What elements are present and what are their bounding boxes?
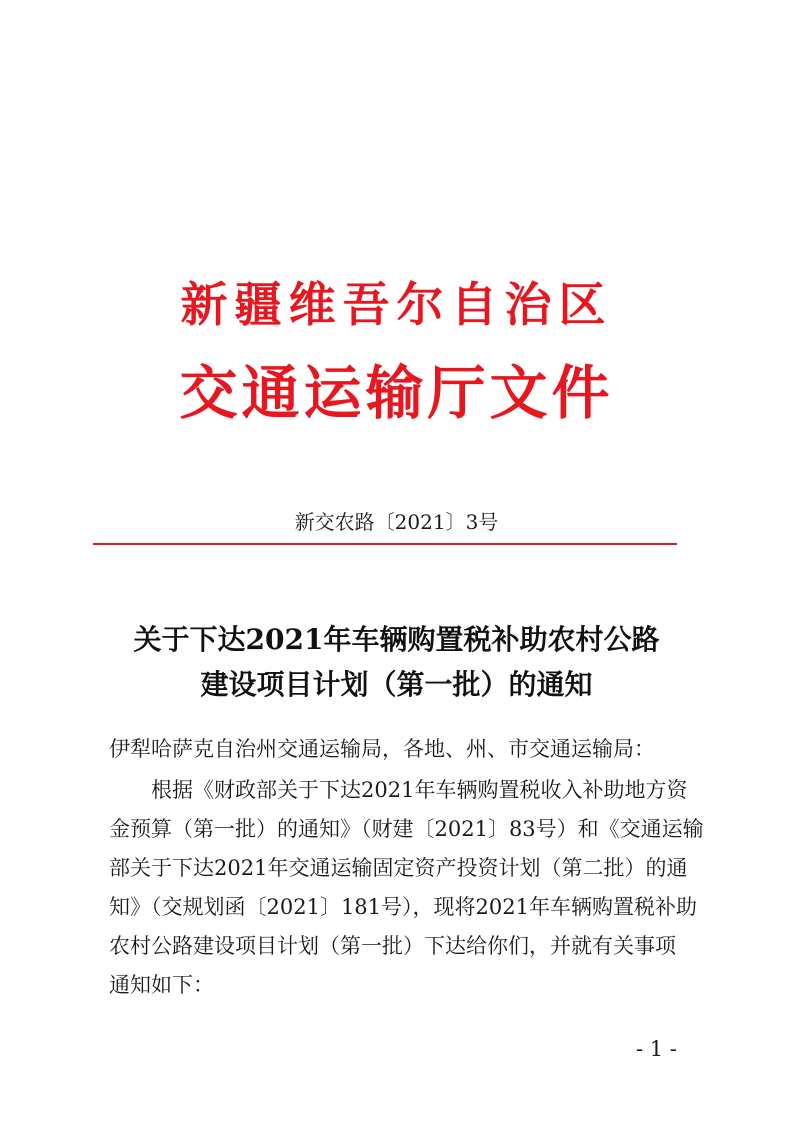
addressee: 伊犁哈萨克自治州交通运输局，各地、州、市交通运输局： [109, 737, 655, 761]
body-line-4: 知》（交规划函〔2021〕181号），现将2021年车辆购置税补助 [109, 895, 697, 919]
body-line-5: 农村公路建设项目计划（第一批）下达给你们，并就有关事项 [109, 934, 676, 958]
body-line-1: 根据《财政部关于下达2021年车辆购置税收入补助地方资 [151, 778, 688, 802]
body-line-6: 通知如下： [109, 973, 214, 997]
document-title-line-1: 关于下达2021年车辆购置税补助农村公路 [133, 623, 660, 656]
page-number: - 1 - [636, 1037, 677, 1061]
masthead-issuer-region: 新疆维吾尔自治区 [180, 278, 613, 333]
body-line-3: 部关于下达2021年交通运输固定资产投资计划（第二批）的通 [109, 856, 688, 880]
masthead-issuer-department: 交通运输厅文件 [179, 359, 614, 427]
document-number: 新交农路〔2021〕3号 [294, 510, 499, 534]
document-title-line-2: 建设项目计划（第一批）的通知 [200, 668, 593, 701]
body-line-2: 金预算（第一批）的通知》（财建〔2021〕83号）和《交通运输 [109, 817, 704, 841]
red-separator-line [93, 543, 677, 545]
